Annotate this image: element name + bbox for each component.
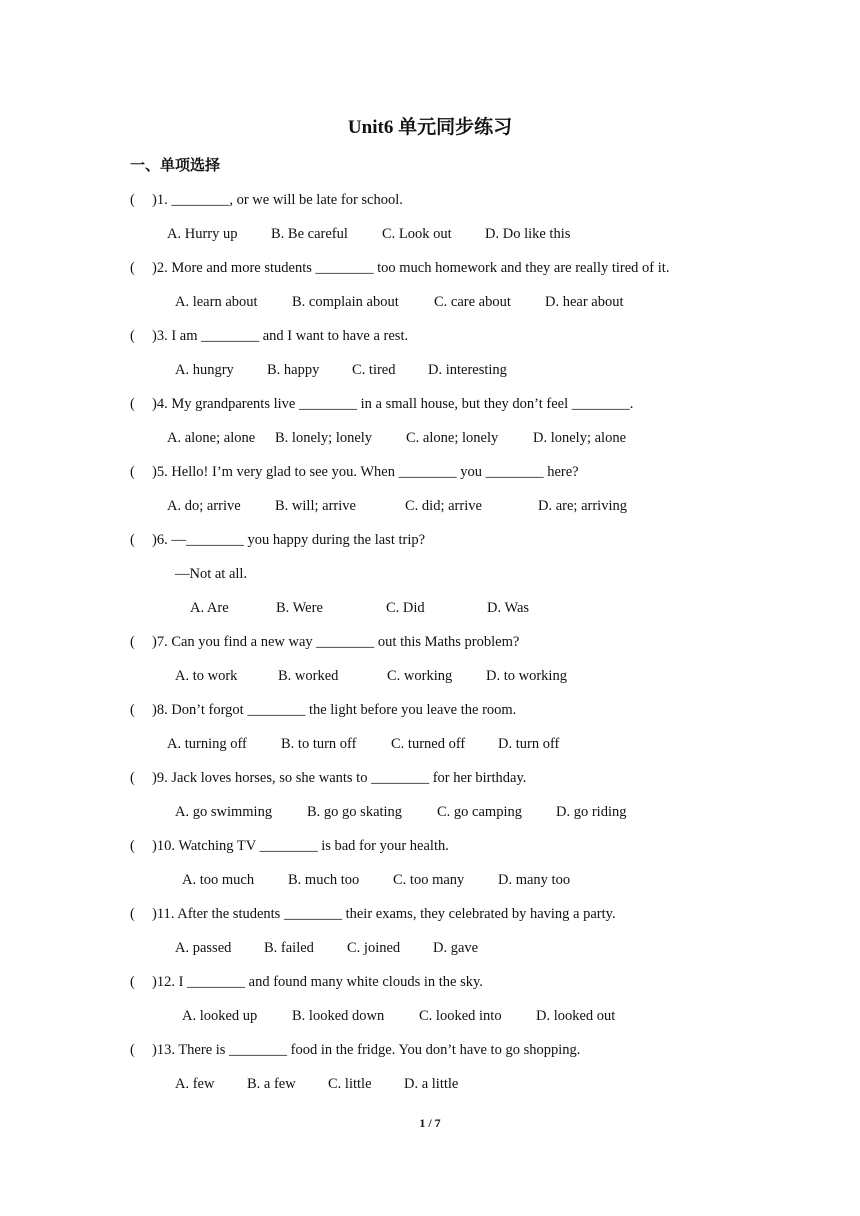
question-stem: )1. ________, or we will be late for school.	[152, 192, 403, 208]
question-6	[130, 529, 750, 563]
question-stem: )8. Don’t forgot ________ the light before you leave the room.	[152, 702, 517, 718]
option-b: B. worked	[278, 668, 339, 684]
options-row	[130, 291, 750, 325]
option-b: B. a few	[247, 1076, 296, 1092]
option-b: B. go go skating	[307, 804, 403, 820]
option-b: B. happy	[267, 362, 320, 378]
option-a: A. Hurry up	[167, 226, 238, 242]
answer-paren: (	[130, 464, 135, 480]
option-a: A. learn about	[175, 294, 258, 310]
question-stem: )6. —________ you happy during the last trip?	[152, 532, 426, 548]
option-c: C. joined	[347, 940, 401, 956]
question-stem: )11. After the students ________ their exams, they celebrated by having a party.	[152, 906, 616, 922]
answer-paren: (	[130, 260, 135, 276]
options-row	[130, 427, 750, 461]
question-stem: )12. I ________ and found many white clouds in the sky.	[152, 974, 483, 990]
option-d: D. hear about	[545, 294, 624, 310]
option-d: D. Was	[487, 600, 530, 616]
option-d: D. to working	[486, 668, 567, 684]
option-b: B. will; arrive	[275, 498, 356, 514]
option-d: D. turn off	[498, 736, 560, 752]
question-reply: —Not at all.	[175, 566, 248, 582]
option-b: B. lonely; lonely	[275, 430, 373, 446]
answer-paren: (	[130, 396, 135, 412]
question-stem: )2. More and more students ________ too much homework and they are really tired of it.	[152, 260, 670, 276]
question-1	[130, 189, 750, 223]
option-d: D. interesting	[428, 362, 507, 378]
question-stem: )13. There is ________ food in the fridge. You don’t have to go shopping.	[152, 1042, 581, 1058]
answer-paren: (	[130, 328, 135, 344]
answer-paren: (	[130, 634, 135, 650]
question-5	[130, 461, 750, 495]
option-c: C. Did	[386, 600, 425, 616]
option-a: A. hungry	[175, 362, 234, 378]
question-4	[130, 393, 750, 427]
answer-paren: (	[130, 770, 135, 786]
question-9	[130, 767, 750, 801]
option-d: D. go riding	[556, 804, 627, 820]
option-a: A. passed	[175, 940, 232, 956]
option-a: A. few	[175, 1076, 215, 1092]
option-c: C. looked into	[419, 1008, 502, 1024]
page-title: Unit6 单元同步练习	[347, 117, 513, 138]
option-c: C. little	[328, 1076, 372, 1092]
option-a: A. turning off	[167, 736, 247, 752]
question-2	[130, 257, 750, 291]
option-a: A. looked up	[182, 1008, 258, 1024]
option-a: A. to work	[175, 668, 238, 684]
option-d: D. looked out	[536, 1008, 616, 1024]
option-a: A. go swimming	[175, 804, 273, 820]
option-a: A. do; arrive	[167, 498, 241, 514]
option-c: C. go camping	[437, 804, 522, 820]
option-d: D. Do like this	[485, 226, 571, 242]
option-c: C. care about	[434, 294, 511, 310]
option-d: D. a little	[404, 1076, 459, 1092]
option-c: C. alone; lonely	[406, 430, 499, 446]
option-c: C. too many	[393, 872, 465, 888]
option-b: B. complain about	[292, 294, 399, 310]
question-10	[130, 835, 750, 869]
answer-paren: (	[130, 702, 135, 718]
question-stem: )7. Can you find a new way ________ out this Maths problem?	[152, 634, 520, 650]
question-3	[130, 325, 750, 359]
answer-paren: (	[130, 1042, 135, 1058]
section-heading: 一、单项选择	[130, 158, 221, 174]
option-a: A. Are	[190, 600, 229, 616]
options-row	[130, 495, 750, 529]
options-row	[130, 665, 750, 699]
option-b: B. looked down	[292, 1008, 385, 1024]
option-a: A. too much	[182, 872, 255, 888]
option-d: D. many too	[498, 872, 571, 888]
option-c: C. tired	[352, 362, 396, 378]
answer-paren: (	[130, 838, 135, 854]
option-c: C. working	[387, 668, 453, 684]
question-stem: )4. My grandparents live ________ in a small house, but they don’t feel ________.	[152, 396, 634, 412]
options-row	[130, 223, 750, 257]
question-11	[130, 903, 750, 937]
option-d: D. are; arriving	[538, 498, 627, 514]
option-c: C. did; arrive	[405, 498, 482, 514]
options-row	[130, 801, 750, 835]
option-b: B. Be careful	[271, 226, 348, 242]
question-8	[130, 699, 750, 733]
answer-paren: (	[130, 532, 135, 548]
option-b: B. failed	[264, 940, 314, 956]
answer-paren: (	[130, 192, 135, 208]
question-stem: )3. I am ________ and I want to have a rest.	[152, 328, 409, 344]
option-d: D. lonely; alone	[533, 430, 627, 446]
question-stem: )9. Jack loves horses, so she wants to ________ for her birthday.	[152, 770, 527, 786]
options-row	[130, 359, 750, 393]
question-stem: )5. Hello! I’m very glad to see you. When ________ you ________ here?	[152, 464, 579, 480]
options-row	[130, 937, 750, 971]
question-stem: )10. Watching TV ________ is bad for your health.	[152, 838, 449, 854]
question-7	[130, 631, 750, 665]
option-a: A. alone; alone	[167, 430, 256, 446]
options-row	[130, 1073, 750, 1107]
page-number: 1 / 7	[419, 1116, 441, 1130]
question-13	[130, 1039, 750, 1073]
option-c: C. Look out	[382, 226, 452, 242]
question-list	[130, 189, 750, 1107]
question-12	[130, 971, 750, 1005]
option-d: D. gave	[433, 940, 479, 956]
options-row	[130, 1005, 750, 1039]
options-row	[130, 597, 750, 631]
answer-paren: (	[130, 906, 135, 922]
options-row	[130, 733, 750, 767]
option-b: B. to turn off	[281, 736, 357, 752]
option-c: C. turned off	[391, 736, 466, 752]
option-b: B. Were	[276, 600, 323, 616]
options-row	[130, 869, 750, 903]
answer-paren: (	[130, 974, 135, 990]
option-b: B. much too	[288, 872, 360, 888]
